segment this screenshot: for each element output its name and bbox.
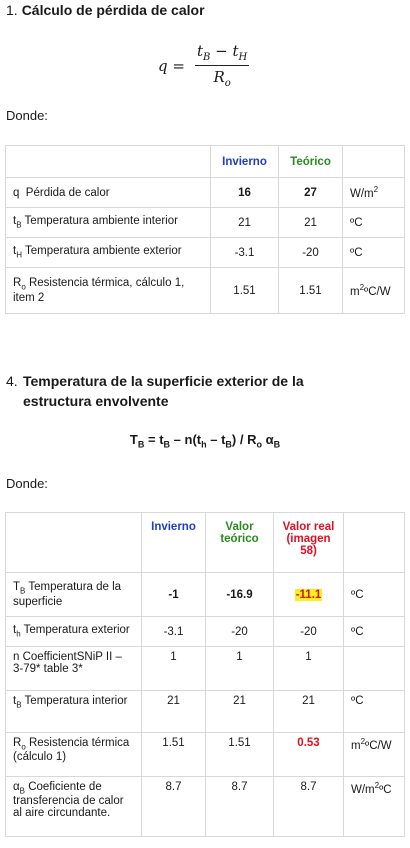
row-label: $\alpha_B$ Coeficiente de transferencia de calor al aire circundante.	[6, 777, 142, 837]
col-invierno: Invierno	[211, 146, 279, 178]
cell-real: 1	[274, 647, 344, 691]
section-1-heading	[6, 0, 205, 20]
cell-unit: $m^2ºC/W$	[344, 733, 405, 777]
table-row	[6, 238, 405, 268]
cell-invierno: 1.51	[211, 268, 279, 314]
row-label: $t_B$ Temperatura interior	[6, 691, 142, 733]
cell-teorico: 1.51	[206, 733, 274, 777]
table-row	[6, 268, 405, 314]
surface-temp-formula: $T_B = t_B - n(t_h - t_B) / R_o$ $\alpha_B$	[129, 432, 281, 450]
heat-loss-table	[5, 145, 405, 314]
highlighted-value: -11.1	[295, 588, 322, 601]
row-label: $t_H$ Temperatura ambiente exterior	[6, 238, 211, 268]
cell-invierno: 16	[211, 178, 279, 208]
row-label: q Pérdida de calor	[6, 178, 211, 208]
formula-numerator: $t_B - t_H$	[195, 42, 249, 66]
cell-teorico: -20	[279, 238, 343, 268]
row-label: $t_B$ Temperatura ambiente interior	[6, 208, 211, 238]
cell-teorico: 21	[206, 691, 274, 733]
donde-label: Donde:	[6, 108, 48, 123]
cell-real: 8.7	[274, 777, 344, 837]
formula-denominator: $R_o$	[213, 68, 231, 89]
section-number: 4.	[6, 373, 18, 389]
cell-teorico: -16.9	[206, 573, 274, 617]
surface-temp-table	[5, 512, 405, 837]
formula-fraction	[195, 42, 249, 89]
col-valor-real: Valor real (imagen 58)	[274, 513, 344, 573]
cell-invierno: -3.1	[211, 238, 279, 268]
row-label: $T_B$ Temperatura de la superficie	[6, 573, 142, 617]
cell-unit: $W/m^2ºC$	[344, 777, 405, 837]
cell-invierno: 8.7	[142, 777, 206, 837]
cell-teorico: 27	[279, 178, 343, 208]
col-invierno: Invierno	[142, 513, 206, 573]
cell-teorico: 8.7	[206, 777, 274, 837]
donde-label: Donde:	[6, 476, 48, 491]
cell-invierno: -3.1	[142, 617, 206, 647]
heat-loss-formula	[158, 42, 249, 89]
cell-unit: ºC	[344, 617, 405, 647]
section-number: 1.	[6, 2, 18, 18]
section-4-heading	[6, 371, 386, 409]
table-row	[6, 178, 405, 208]
table-row	[6, 733, 405, 777]
table-header-row	[6, 146, 405, 178]
cell-unit: ºC	[344, 573, 405, 617]
cell-unit	[344, 647, 405, 691]
table-row	[6, 208, 405, 238]
row-label: $R_o$ Resistencia térmica, cálculo 1, item 2	[6, 268, 211, 314]
cell-invierno: -1	[142, 573, 206, 617]
cell-unit: $m^2ºC/W$	[343, 268, 405, 314]
cell-unit: ºC	[344, 691, 405, 733]
cell-real: 0.53	[274, 733, 344, 777]
cell-invierno: 21	[211, 208, 279, 238]
section-title: Temperatura de la superficie exterior de la estructura envolvente	[23, 373, 304, 409]
cell-unit: ºC	[343, 238, 405, 268]
cell-teorico: 1	[206, 647, 274, 691]
table-header-row	[6, 513, 405, 573]
cell-teorico: -20	[206, 617, 274, 647]
table-row	[6, 777, 405, 837]
cell-teorico: 21	[279, 208, 343, 238]
cell-unit: ºC	[343, 208, 405, 238]
table-row	[6, 617, 405, 647]
cell-invierno: 1	[142, 647, 206, 691]
cell-invierno: 1.51	[142, 733, 206, 777]
formula-lhs: q =	[158, 56, 185, 75]
table-row	[6, 691, 405, 733]
row-label: n CoefficientSNiP II – 3-79* table 3*	[6, 647, 142, 691]
row-label: $t_h$ Temperatura exterior	[6, 617, 142, 647]
section-title: Cálculo de pérdida de calor	[21, 2, 205, 18]
table-row	[6, 573, 405, 617]
col-valor-teorico: Valor teórico	[206, 513, 274, 573]
cell-real: 21	[274, 691, 344, 733]
col-teorico: Teórico	[279, 146, 343, 178]
cell-teorico: 1.51	[279, 268, 343, 314]
row-label: $R_o$ Resistencia térmica (cálculo 1)	[6, 733, 142, 777]
cell-unit: $W/m^2$	[343, 178, 405, 208]
table-row	[6, 647, 405, 691]
cell-invierno: 21	[142, 691, 206, 733]
cell-real	[274, 573, 344, 617]
cell-real: -20	[274, 617, 344, 647]
